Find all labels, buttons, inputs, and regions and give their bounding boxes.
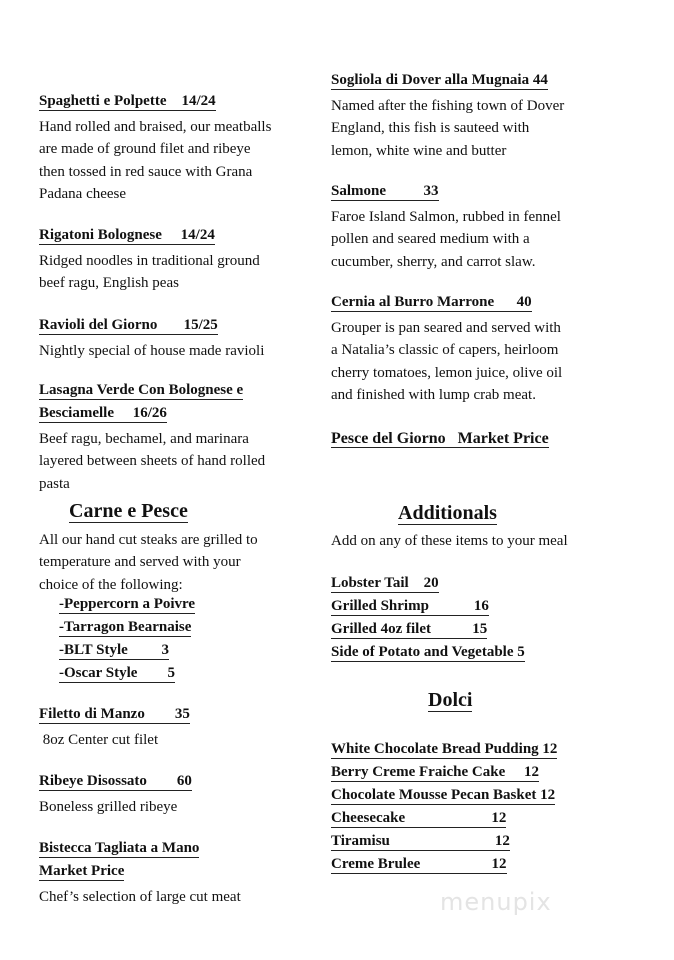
item-desc: are made of ground filet and ribeye (39, 141, 251, 158)
additional-item: Grilled 4oz filet 15 (331, 621, 488, 637)
item-desc: Faroe Island Salmon, rubbed in fennel (331, 209, 561, 225)
dessert-item: Tiramisu 12 (331, 833, 510, 849)
menu-item-salmone (331, 183, 621, 273)
dessert-item: Berry Creme Fraiche Cake 12 (331, 764, 539, 780)
item-desc: beef ragu, English peas (39, 275, 179, 292)
watermark-logo: menupix (440, 888, 552, 916)
item-title: Salmone 33 (331, 183, 439, 199)
carne-intro (39, 529, 309, 688)
item-title: Rigatoni Bolognese 14/24 (39, 227, 215, 243)
item-desc: Padana cheese (39, 185, 127, 202)
item-title: Filetto di Manzo 35 (39, 706, 190, 722)
item-desc: Named after the fishing town of Dover (331, 98, 565, 114)
sauce-option: -Tarragon Bearnaise (59, 618, 192, 635)
additional-item: Grilled Shrimp 16 (331, 598, 489, 614)
item-title: Market Price (39, 863, 125, 879)
dessert-item: Cheesecake 12 (331, 810, 507, 826)
menu-item-filetto (39, 706, 309, 751)
item-desc: Grouper is pan seared and served with (331, 320, 561, 336)
item-title: Sogliola di Dover alla Mugnaia 44 (331, 72, 548, 88)
item-title: Lasagna Verde Con Bolognese e (39, 382, 244, 398)
item-desc: Ridged noodles in traditional ground (39, 253, 260, 269)
dessert-item: Chocolate Mousse Pecan Basket 12 (331, 787, 556, 803)
item-title: Pesce del Giorno Market Price (331, 430, 549, 447)
item-desc: pasta (39, 475, 70, 492)
item-desc: a Natalia’s classic of capers, heirloom (331, 342, 559, 359)
menu-item-cernia (331, 294, 621, 406)
sauce-option: -Peppercorn a Poivre (59, 595, 196, 612)
intro-line: temperature and served with your (39, 554, 241, 571)
item-desc: lemon, white wine and butter (331, 142, 507, 159)
menu-item-sogliola (331, 72, 621, 162)
additional-item: Lobster Tail 20 (331, 575, 439, 591)
item-title: Spaghetti e Polpette 14/24 (39, 93, 216, 109)
item-desc: Boneless grilled ribeye (39, 799, 178, 815)
dessert-item: Creme Brulee 12 (331, 856, 507, 872)
menu-item-ravioli (39, 317, 309, 362)
dolci-heading: Dolci (428, 689, 473, 711)
intro-line: choice of the following: (39, 576, 183, 593)
item-title: Ravioli del Giorno 15/25 (39, 317, 218, 333)
menu-item-lasagna (39, 382, 309, 495)
menu-item-spaghetti (39, 93, 309, 205)
item-desc: Nightly special of house made ravioli (39, 343, 265, 359)
dessert-item: White Chocolate Bread Pudding 12 (331, 741, 558, 757)
item-desc: layered between sheets of hand rolled (39, 453, 266, 470)
pesce-del-giorno (331, 430, 621, 453)
menu-item-bistecca (39, 840, 309, 908)
item-desc: Hand rolled and braised, our meatballs (39, 119, 272, 135)
item-title: Besciamelle 16/26 (39, 405, 167, 421)
sauce-option: -Oscar Style 5 (59, 664, 175, 681)
item-title: Bistecca Tagliata a Mano (39, 840, 200, 856)
additional-item: Side of Potato and Vegetable 5 (331, 644, 525, 660)
item-desc: England, this fish is sauteed with (331, 120, 530, 137)
intro-line: All our hand cut steaks are grilled to (39, 532, 258, 548)
item-desc: then tossed in red sauce with Grana (39, 163, 253, 180)
item-desc: and finished with lump crab meat. (331, 386, 536, 403)
additionals-intro: Add on any of these items to your meal (331, 533, 568, 549)
sauce-option: -BLT Style 3 (59, 641, 170, 658)
item-desc: pollen and seared medium with a (331, 231, 530, 248)
item-desc: cherry tomatoes, lemon juice, olive oil (331, 364, 563, 381)
menu-item-rigatoni (39, 227, 309, 295)
item-desc: Chef’s selection of large cut meat (39, 889, 241, 905)
menu-item-ribeye (39, 773, 309, 818)
additionals-list (331, 575, 621, 667)
item-title: Ribeye Disossato 60 (39, 773, 192, 789)
additionals-heading: Additionals (398, 502, 497, 524)
item-desc: cucumber, sherry, and carrot slaw. (331, 253, 536, 270)
dolci-list (331, 741, 621, 879)
item-title: Cernia al Burro Marrone 40 (331, 294, 532, 310)
carne-heading: Carne e Pesce (69, 500, 188, 522)
item-desc: Beef ragu, bechamel, and marinara (39, 431, 249, 447)
item-desc: 8oz Center cut filet (39, 732, 159, 748)
